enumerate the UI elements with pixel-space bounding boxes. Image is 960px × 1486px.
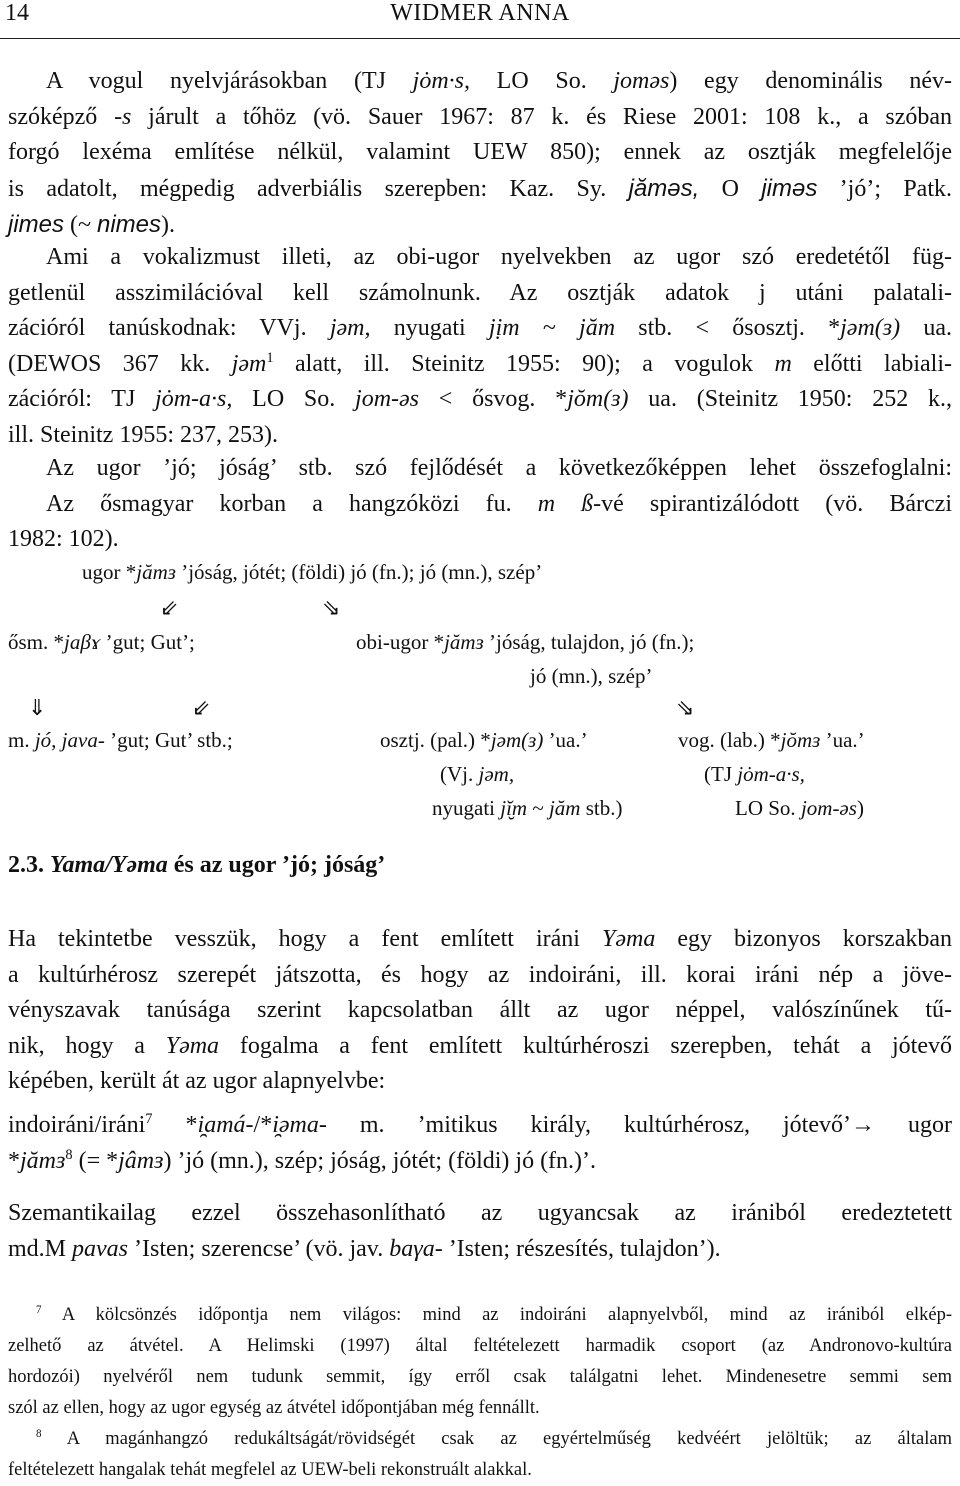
diagram-osztjak-node: osztj. (pal.) *jəm(ɜ) ’ua.’ [380, 728, 588, 752]
paragraph-3 [8, 451, 952, 558]
text-line: jimes (~ nimes). [8, 211, 176, 238]
text-line: Szemantikailag ezzel összehasonlítható az ugyancsak az irániból eredeztetett [8, 1200, 952, 1226]
footnote-line: hordozói) nyelvéről nem tudunk semmit, így erről csak találgatni lehet. Mindenesetre semmi sem [8, 1367, 952, 1387]
footnote-line: zelhető az átvétel. A Helimski (1997) által feltételezett harmadik csoport (az Andronovo-kultúra [8, 1336, 952, 1356]
footnote-line: szól az ellen, hogy az ugor egység az átvétel időpontjában még fennállt. [8, 1398, 540, 1418]
text-line: Ha tekintetbe vesszük, hogy a fent említett iráni Yəma egy bizonyos korszakban [8, 926, 952, 952]
footnote-8 [8, 1424, 952, 1486]
diagram-osm-node: ősm. *jaβɤ ’gut; Gut’; [8, 630, 195, 654]
text-line: vényszavak tanúsága szerint kapcsolatban állt az ugor néppel, valószínűnek tű- [8, 997, 952, 1023]
text-line: nik, hogy a Yəma fogalma a fent említett kultúrhéroszi szerepben, tehát a jótevő [8, 1032, 952, 1059]
arrow-southeast-icon: ⇘ [676, 696, 695, 721]
text-line: szóképző -s járult a tőhöz (vö. Sauer 1967: 87 k. és Riese 2001: 108 k., a szóban [8, 103, 953, 130]
diagram-hungarian-node: m. jó, java- ’gut; Gut’ stb.; [8, 728, 233, 752]
paragraph-6 [8, 1196, 952, 1267]
diagram-obi-ugor-node-cont: jó (mn.), szép’ [530, 664, 653, 688]
diagram-osztjak-note-2: nyugati jĭ̮m ~ jăm stb.) [432, 796, 623, 820]
diagram-ugor-node: ugor *jămɜ ’jóság, jótét; (földi) jó (fn.); jó (mn.), szép’ [82, 560, 543, 584]
footnote-7 [8, 1300, 952, 1424]
text-line: is adatolt, mégpedig adverbiális szerepben: Kaz. Sy. jăməs, O jiməs ’jó’; Patk. [8, 174, 952, 202]
text-line: Ami a vokalizmust illeti, az obi-ugor nyelvekben az ugor szó eredetétől füg- [46, 244, 952, 270]
text-line: forgó lexéma említése nélkül, valamint UEW 850); ennek az osztják megfelelője [8, 139, 952, 165]
footnote-number: 7 [36, 1303, 42, 1316]
text-line: Az ugor ’jó; jóság’ stb. szó fejlődését a következőképpen lehet összefoglalni: [46, 455, 952, 481]
text-line: md.M pavas ’Isten; szerencse’ (vö. jav. baγa- ’Isten; részesítés, tulajdon’). [8, 1235, 721, 1262]
text-line: képében, került át az ugor alapnyelvbe: [8, 1068, 386, 1094]
footnote-line: $^7$ A kölcsönzés időpontja nem világos: mind az indoiráni alapnyelvből, mind az irániból elkép- [36, 1303, 952, 1325]
page-header [0, 0, 960, 39]
arrow-southwest-icon: ⇙ [192, 696, 211, 721]
paragraph-4 [8, 922, 952, 1100]
arrow-down-icon: ⇓ [28, 696, 47, 721]
paragraph-5 [8, 1108, 952, 1179]
arrow-southwest-icon: ⇙ [160, 596, 179, 621]
text-line: (DEWOS 367 kk. jəm$^1$ alatt, ill. Steinitz 1955: 90); a vogulok m előtti labiali- [8, 349, 952, 377]
text-line: Az ősmagyar korban a hangzóközi fu. m ß-vé spirantizálódott (vö. Bárczi [46, 490, 952, 517]
diagram-obi-ugor-node: obi-ugor *jămɜ ’jóság, tulajdon, jó (fn.); [356, 630, 695, 654]
footnote-line: feltételezett hangalak tehát megfelel az UEW-beli rekonstruált alakkal. [8, 1460, 532, 1480]
text-line: indoiráni/iráni$^7$ *i̯amá-/*i̯əma- m. ’mitikus király, kultúrhérosz, jótevő’→ ugor [8, 1111, 953, 1138]
paragraph-2 [8, 240, 952, 453]
text-line: getlenül asszimilációval kell számolnunk. Az osztják adatok j utáni palatali- [8, 279, 952, 306]
paragraph-1 [8, 64, 952, 244]
running-head: WIDMER ANNA [390, 0, 570, 26]
arrow-southeast-icon: ⇘ [322, 596, 341, 621]
footnote-number: 8 [36, 1427, 42, 1440]
text-line: zációról: TJ jȯm-a·s, LO So. jom-əs < ősvog. *jŏm(ɜ) ua. (Steinitz 1950: 252 k., [8, 386, 952, 412]
section-heading: 2.3. Yama/Yəma és az ugor ’jó; jóság’ [8, 852, 386, 878]
diagram-vogul-note-2: LO So. jom-əs) [735, 796, 864, 820]
diagram-osztjak-note-1: (Vj. jəm, [440, 762, 515, 786]
page-number: 14 [5, 0, 29, 26]
text-line: a kultúrhérosz szerepét játszotta, és hogy az indoiráni, ill. korai iráni nép a jöve- [8, 961, 952, 988]
text-line: zációról tanúskodnak: VVj. jəm, nyugati jịm ~ jăm stb. < ősosztj. *jəm(ɜ) ua. [8, 315, 952, 341]
text-line: *jămɜ$^8$ (= *jâmɜ) ’jó (mn.), szép; jóság, jótét; (földi) jó (fn.)’. [8, 1146, 597, 1174]
derivation-diagram [0, 560, 960, 860]
text-line: ill. Steinitz 1955: 237, 253). [8, 421, 278, 448]
diagram-vogul-node: vog. (lab.) *jŏmɜ ’ua.’ [678, 728, 865, 752]
diagram-vogul-note-1: (TJ jȯm-a·s, [704, 762, 805, 786]
text-line: A vogul nyelvjárásokban (TJ jȯm·s, LO So. joməs) egy denominális név- [46, 68, 953, 94]
footnote-line: $^8$ A magánhangzó redukáltságát/rövidségét csak az egyértelműség kedvéért jelöltük; az általam [36, 1427, 952, 1449]
text-line: 1982: 102). [8, 526, 119, 552]
